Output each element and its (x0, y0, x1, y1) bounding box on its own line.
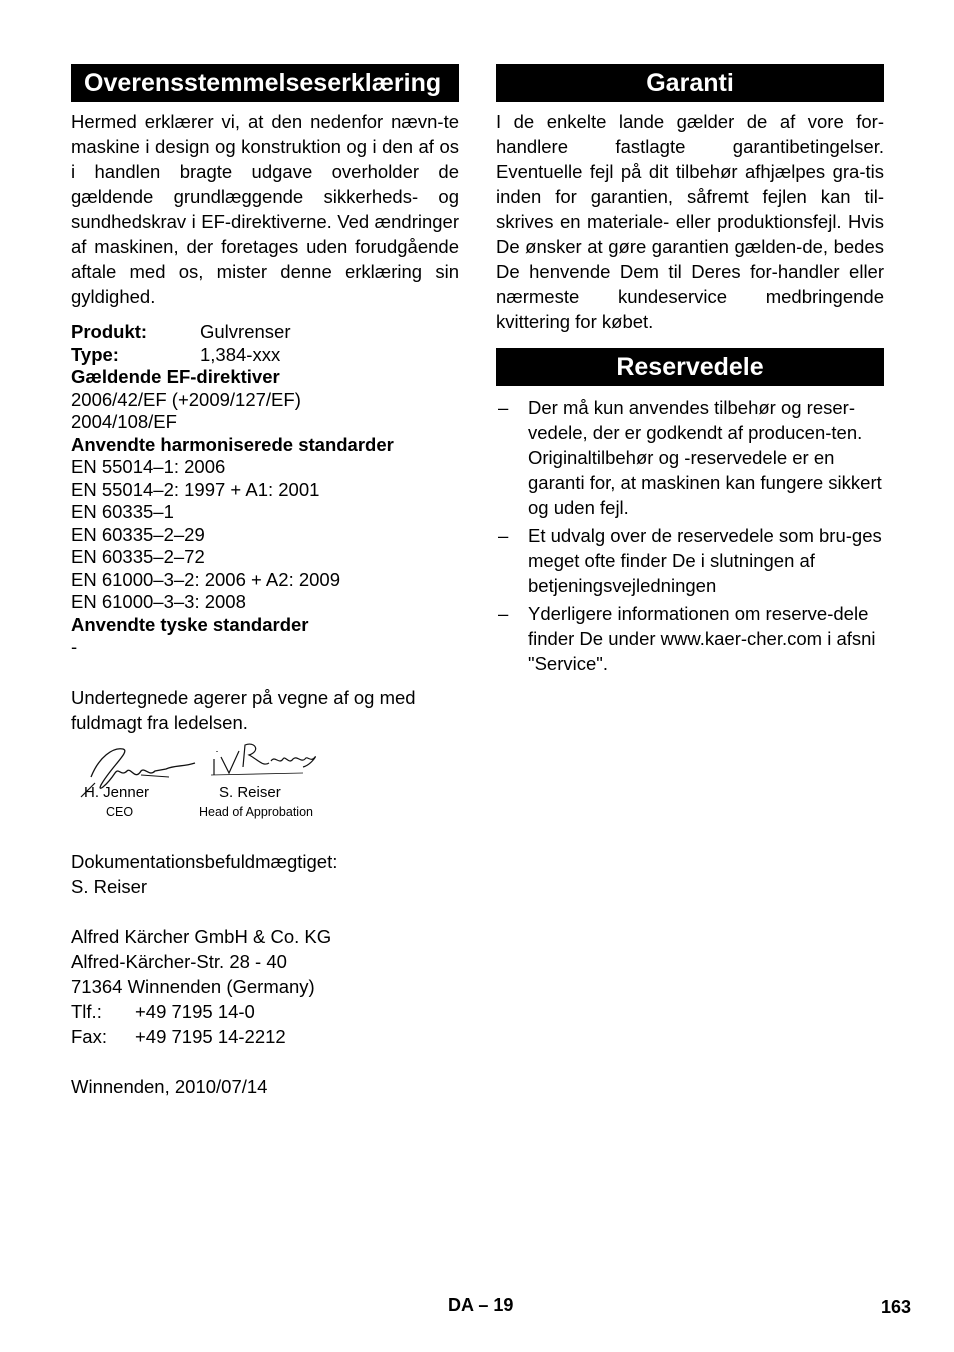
phone-value: +49 7195 14-0 (135, 1000, 255, 1022)
declaration-specs (71, 321, 459, 659)
fax-value: +49 7195 14-2212 (135, 1025, 286, 1047)
fax-row (71, 1024, 459, 1049)
type-row (71, 344, 459, 367)
dash-bullet: – (498, 525, 509, 546)
directives-heading: Gældende EF-direktiver (71, 366, 280, 387)
signer-name: S. Reiser (219, 783, 281, 801)
company-address (71, 924, 459, 1049)
product-label: Produkt: (71, 321, 148, 342)
standard-item: EN 60335–2–29 (71, 523, 205, 545)
documentation-label: Dokumentationsbefuldmægtiget: (71, 850, 338, 872)
right-column (496, 64, 884, 692)
harmonised-heading: Anvendte harmoniserede standarder (71, 433, 394, 455)
signer-role: CEO (106, 804, 134, 819)
place-date: Winnenden, 2010/07/14 (71, 1075, 268, 1097)
signatory-text: Undertegnede agerer på vegne af og med fuldmagt fra ledelsen. (71, 686, 416, 733)
left-column (71, 64, 459, 1099)
signature-block (71, 737, 459, 849)
company-street: Alfred-Kärcher-Str. 28 - 40 (71, 950, 287, 972)
reservedele-list (496, 395, 884, 676)
garanti-heading: Garanti (496, 64, 884, 102)
fax-label: Fax: (71, 1025, 107, 1047)
dash-bullet: – (498, 603, 509, 624)
directive-item: 2004/108/EF (71, 411, 177, 432)
footer-section-label: DA – 19 (448, 1295, 514, 1315)
signer-role: Head of Approbation (199, 804, 313, 819)
phone-row (71, 999, 459, 1024)
directive-item: 2006/42/EF (+2009/127/EF) (71, 388, 301, 410)
standard-item: EN 60335–1 (71, 501, 174, 522)
standard-item: EN 55014–2: 1997 + A1: 2001 (71, 478, 320, 500)
type-value: 1,384-xxx (200, 343, 281, 365)
list-item: – Et udvalg over de reservedele som bru-ges meget ofte finder De i slutningen af betjeningsvejledningen (498, 525, 882, 596)
company-name: Alfred Kärcher GmbH & Co. KG (71, 925, 332, 947)
page-number: 163 (880, 1297, 911, 1317)
reservedele-heading: Reservedele (496, 348, 884, 386)
signer-name: H. Jenner (84, 783, 150, 801)
product-row (71, 321, 459, 344)
standard-item: EN 60335–2–72 (71, 546, 205, 567)
phone-label: Tlf.: (71, 1000, 102, 1022)
german-standards-value: - (71, 636, 78, 657)
declaration-heading: Overensstemmelseserklæring (71, 64, 459, 102)
company-city: 71364 Winnenden (Germany) (71, 975, 315, 997)
standard-item: EN 61000–3–2: 2006 + A2: 2009 (71, 568, 340, 590)
dash-bullet: – (498, 397, 509, 418)
garanti-text: I de enkelte lande gælder de af vore for-handlere fastlagte garantibetingelser. Eventuelle fejl på dit tilbehør afhjælpes gra-tis inden for garantien, såfremt fejlen kan til-skrives en materiale- eller produktionsfejl. Hvis De ønsker at gøre garantien gælden-de, bedes De henvende Dem til Deres for-handler eller nærmeste kundeservice medbringende kvittering for købet. (496, 111, 884, 332)
documentation-name: S. Reiser (71, 875, 148, 897)
standard-item: EN 55014–1: 2006 (71, 456, 226, 477)
list-item: – Yderligere informationen om reserve-dele finder De under www.kaer-cher.com i afsni "Service". (498, 603, 876, 674)
standard-item: EN 61000–3–3: 2008 (71, 591, 246, 612)
german-standards-heading: Anvendte tyske standarder (71, 613, 309, 635)
product-value: Gulvrenser (200, 321, 291, 342)
declaration-intro: Hermed erklærer vi, at den nedenfor nævn-te maskine i design og konstruktion og i den af os i handlen bragte udgave overholder de gældende grundlæggende sikkerheds- og sundhedskrav i EF-direktiverne. Ved ændringer af maskinen, der foretages uden forudgående aftale med os, mister denne erklæring sin gyldighed. (71, 111, 459, 307)
type-label: Type: (71, 343, 119, 365)
list-item: – Der må kun anvendes tilbehør og reser-vedele, der er godkendt af producen-ten. Originaltilbehør og -reservedele er en garanti for, at maskinen kan fungere sikkert og uden fejl. (498, 397, 882, 518)
